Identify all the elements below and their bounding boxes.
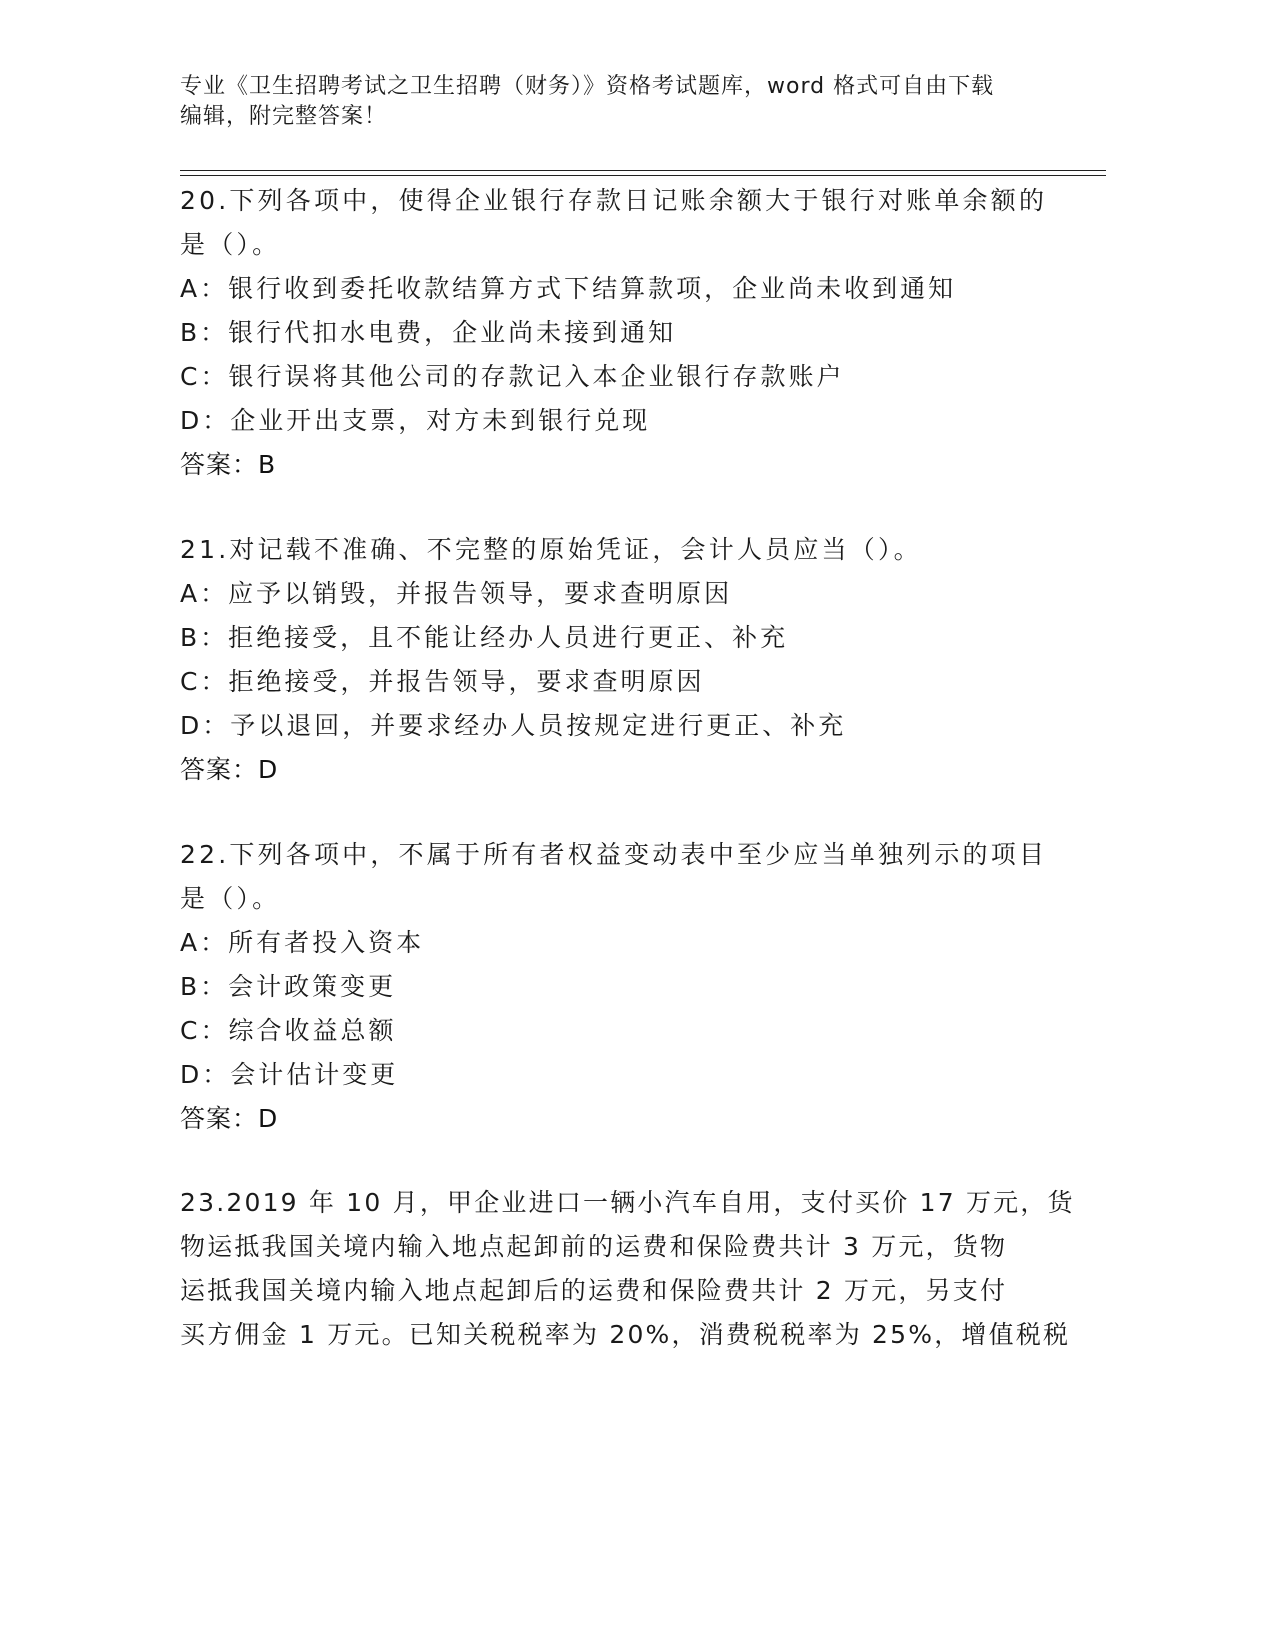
stem-line: 23.2019 年 10 月，甲企业进口一辆小汽车自用，支付买价 17 万元，货 [180, 1188, 1075, 1217]
option-d: D：企业开出支票，对方未到银行兑现 [180, 406, 651, 435]
option-d: D：予以退回，并要求经办人员按规定进行更正、补充 [180, 711, 847, 740]
question-stem [180, 1181, 1075, 1357]
stem-line: 22.下列各项中，不属于所有者权益变动表中至少应当单独列示的项目 [180, 840, 1048, 869]
question-21 [180, 528, 1050, 792]
question-stem [180, 528, 1050, 572]
option-b: B：银行代扣水电费，企业尚未接到通知 [180, 318, 677, 347]
option-a: A：应予以销毁，并报告领导，要求查明原因 [180, 579, 733, 608]
option-c: C：综合收益总额 [180, 1016, 397, 1045]
stem-line: 是（）。 [180, 884, 281, 913]
option-b: B：会计政策变更 [180, 972, 397, 1001]
stem-line: 是（）。 [180, 230, 281, 259]
option-c: C：拒绝接受，并报告领导，要求查明原因 [180, 667, 705, 696]
header-divider-bottom [180, 175, 1106, 176]
option-c: C：银行误将其他公司的存款记入本企业银行存款账户 [180, 362, 845, 391]
header-line-1: 专业《卫生招聘考试之卫生招聘（财务）》资格考试题库，word 格式可自由下载 [180, 74, 995, 99]
stem-line: 物运抵我国关境内输入地点起卸前的运费和保险费共计 3 万元，货物 [180, 1232, 1008, 1261]
stem-line: 买方佣金 1 万元。已知关税税率为 20%，消费税税率为 25%，增值税税 [180, 1320, 1071, 1349]
document-header [180, 72, 1040, 132]
stem-line: 20.下列各项中，使得企业银行存款日记账余额大于银行对账单余额的 [180, 186, 1048, 215]
header-line-2: 编辑，附完整答案！ [180, 104, 388, 129]
question-stem [180, 833, 1050, 921]
option-d: D：会计估计变更 [180, 1060, 399, 1089]
stem-line: 运抵我国关境内输入地点起卸后的运费和保险费共计 2 万元，另支付 [180, 1276, 1008, 1305]
question-20 [180, 179, 1050, 487]
option-a: A：银行收到委托收款结算方式下结算款项，企业尚未收到通知 [180, 274, 957, 303]
answer-line: 答案：B [180, 450, 277, 479]
option-a: A：所有者投入资本 [180, 928, 425, 957]
answer-line: 答案：D [180, 755, 279, 784]
header-divider-top [180, 170, 1106, 171]
question-stem [180, 179, 1050, 267]
question-22 [180, 833, 1050, 1141]
stem-line: 21.对记载不准确、不完整的原始凭证，会计人员应当（）。 [180, 535, 922, 564]
option-b: B：拒绝接受，且不能让经办人员进行更正、补充 [180, 623, 789, 652]
question-23 [180, 1181, 1075, 1357]
answer-line: 答案：D [180, 1104, 279, 1133]
